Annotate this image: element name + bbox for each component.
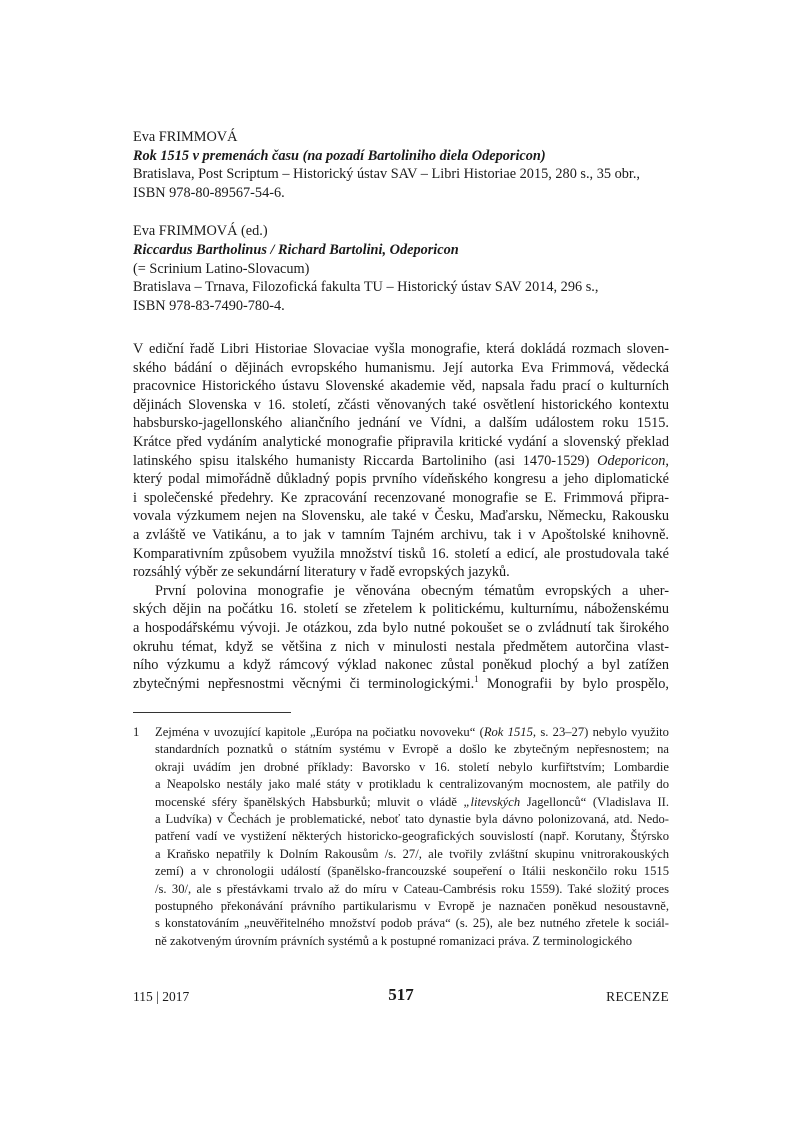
footnote-line: a Neapolsko nestály jako malé státy v protikladu k centralizovaným mocnostem, ale patřily do [155, 777, 669, 792]
footnote-line: patření vadí ve vystižení některých historicko-geografických souvislostí (např. Korutany, Štýrsko [155, 829, 669, 844]
footnote-divider [133, 712, 291, 713]
body-line: ských dějin na počátku 16. století se zřetelem k politickému, kulturnímu, náboženskému [133, 601, 669, 618]
footnote-line: ně zakotveným úrovním právních systémů a k postupné romanizaci práva. Z terminologického [155, 933, 633, 948]
body-line: První polovina monografie je věnována obecným tématům evropských a uher- [155, 582, 669, 599]
paragraph-1 [133, 340, 669, 582]
body-line [133, 675, 669, 694]
footnote-line [155, 724, 669, 741]
footnote-line: s konstatováním „neuvěřitelného množství podob práva“ (s. 25), ale bez nutného zřetele k sociál- [155, 916, 669, 931]
reference-2 [133, 222, 669, 315]
page-number: 517 [388, 985, 414, 1004]
body-text: latinského spisu italského humanisty Riccarda Bartoliniho (asi 1470-1529) [133, 452, 590, 469]
issue-label: 115 | 2017 [133, 989, 190, 1004]
body-line: rozsáhlý výběr ze sekundární literatury v řadě evropských jazyků. [133, 564, 510, 581]
footnote-line [155, 794, 669, 811]
body-line: který podal mimořádně důkladný popis prvního vídeňského kongresu a jeho diplomatické [133, 471, 669, 488]
body-line: latinského spisu italského humanisty Riccarda Bartoliniho (asi 1470-1529) Odeporicon, [133, 452, 669, 469]
body-line: pracovnice Historického ústavu Slovenské akademie věd, napsala řadu prací o kulturních [133, 378, 669, 395]
reference-details-line: ISBN 978-80-89567-54-6. [133, 184, 285, 201]
footnote [133, 724, 669, 950]
footnote-line: postupného překonávání právního partikularismu v Evropě je naznačen poněkud nesoustavně, [155, 899, 669, 914]
body-line: ského bádání o dějinách evropského humanismu. Její autorka Eva Frimmová, vědecká [133, 359, 669, 376]
work-title: Rok 1515 [483, 725, 533, 739]
reference-details-line: ISBN 978-83-7490-780-4. [133, 297, 285, 314]
footnote-number: 1 [133, 725, 140, 739]
body-line: i společenské předehry. Ke zpracování recenzované monografie se E. Frimmová připra- [133, 489, 669, 506]
body-line: okruhu témat, když se většina z nich v minulosti nestala předmětem autorčina vlast- [133, 638, 669, 655]
body-line: vovala výzkumem nejen na Slovensku, ale také v Česku, Maďarsku, Německu, Rakousku [133, 508, 669, 525]
reference-author: Eva FRIMMOVÁ [133, 129, 238, 145]
reference-1 [133, 128, 669, 202]
body-line: ního výzkumu a když rámcový výklad nakonec zůstal poněkud plochý a byl zatížen [133, 657, 669, 674]
footnote-line: /s. 30/, ale s přestávkami trvalo až do míru v Cateau-Cambrésis roku 1559). Také složitý proces [155, 881, 669, 896]
body-line: Komparativním způsobem využila množství tisků 16. století a edicí, ale prostudovala také [133, 545, 669, 562]
reference-details-line: Bratislava – Trnava, Filozofická fakulta TU – Historický ústav SAV 2014, 296 s., [133, 279, 599, 296]
section-label: RECENZE [606, 989, 669, 1004]
footnote-text-span: Zejména v uvozující kapitole „Európa na počiatku novoveku“ ( [155, 725, 484, 739]
reference-title: Riccardus Bartholinus / Richard Bartolini, Odeporicon [133, 241, 459, 258]
footnote-reference[interactable]: 1 [474, 673, 479, 684]
work-title: Odeporicon [597, 452, 666, 469]
footnote-line: a Kraňsko nepatřily k Dolním Rakousům /s. 27/, ale tvořily zvláštní skupinu vnitrorakouských [155, 846, 669, 861]
body-line: Krátce před vydáním analytické monografie připravila kritické vydání a slovenský překlad [133, 433, 669, 450]
footnote-text [155, 724, 669, 950]
body-text: zbytečnými nepřesnostmi věcnými či terminologickými. [133, 675, 475, 692]
page-footer [133, 985, 669, 1007]
body-text: Monografii by bylo prospělo, [478, 675, 669, 692]
paragraph-2 [133, 582, 669, 694]
body-line: dějinách Slovenska v 16. století, zčásti věnovaných také osvětlení historického kontextu [133, 396, 669, 413]
references-block [133, 128, 669, 315]
footnote-line: a Ludvíka) v Čechách je problematické, neboť tato dynastie byla dávno polonizovaná, atd. Nedo- [155, 812, 669, 827]
footnote-line: standardních poznatků o státním systému v Evropě a došlo ke zbytečným nepřesnostem; na [155, 742, 669, 757]
body-line: habsbursko-jagellonského aliančního jednání ve Vídni, a dalším událostem roku 1515. [133, 415, 669, 432]
footnote-text-span: Jagellonců“ (Vladislava II. [520, 794, 670, 809]
reference-author: Eva FRIMMOVÁ (ed.) [133, 223, 268, 240]
body-line: V ediční řadě Libri Historiae Slovaciae vyšla monografie, která dokládá rozmach sloven- [133, 341, 669, 357]
review-body [133, 340, 669, 693]
footnote-text-span: , s. 23–27) nebylo využito [532, 725, 669, 739]
reference-title: Rok 1515 v premenách času (na pozadí Bartoliniho diela Odeporicon) [133, 147, 546, 164]
reference-details-line: Bratislava, Post Scriptum – Historický ústav SAV – Libri Historiae 2015, 280 s., 35 obr., [133, 166, 640, 183]
body-line: a zvláště ve Vatikánu, a to jak v tamním Tajném archivu, tak i v Apoštolské knihovně. [133, 526, 669, 543]
footnote-line: okraji uvádím jen drobné příklady: Bavorsko v 16. století nebylo kurfiřtstvím; Lombardie [155, 759, 669, 774]
reference-details-line: (= Scrinium Latino-Slovacum) [133, 260, 310, 277]
footnote-line: zemí) a v chronologii událostí (španělsko-francouzské soupeření o Itálii neskončilo roku 1515 [155, 864, 669, 879]
emphasis: „litevských [463, 794, 521, 809]
body-line: a hospodářskému vývoji. Je otázkou, zda bylo nutné pokoušet se o zvládnutí tak širokého [133, 619, 669, 636]
footnote-text-span: mocenské sféry španělských Habsburků; mluvit o vládě [155, 794, 464, 809]
